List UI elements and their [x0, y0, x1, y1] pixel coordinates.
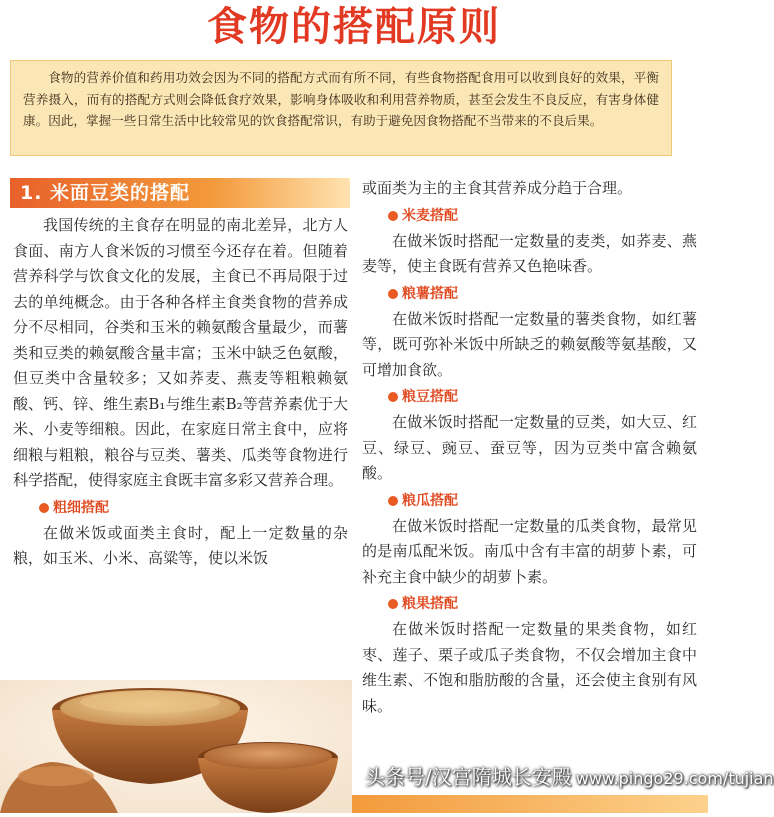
subheading-label: 粮薯搭配 [402, 285, 458, 302]
subheading-coarse-fine [13, 496, 348, 520]
body-paragraph: 在做米饭时搭配一定数量的豆类，如大豆、红豆、绿豆、豌豆、蚕豆等，因为豆类中富含赖氨酸。 [362, 413, 697, 482]
body-paragraph-continued: 或面类为主的主食其营养成分趋于合理。 [362, 179, 633, 197]
grain-bowls-illustration [0, 680, 352, 813]
subheading-grain-melon [362, 489, 697, 513]
subheading-label: 粮果搭配 [402, 596, 458, 612]
subheading-label: 粮瓜搭配 [402, 492, 458, 509]
subheading-rice-wheat [362, 204, 697, 228]
watermark [365, 764, 774, 792]
bullet-dot-icon [388, 392, 398, 402]
page-title: 食物的搭配原则 [207, 4, 501, 50]
body-paragraph: 在做米饭时搭配一定数量的果类食物，如红枣、莲子、栗子或瓜子类食物，不仅会增加主食中维生素、不饱和脂肪酸的含量，还会使主食别有风味。 [362, 620, 697, 715]
watermark-text: 头条号/汉宫隋城长安殿 [365, 765, 572, 789]
bullet-dot-icon [388, 496, 398, 506]
section-title: 1. 米面豆类的搭配 [10, 178, 350, 208]
intro-box: 食物的营养价值和药用功效会因为不同的搭配方式而有所不同，有些食物搭配食用可以收到良好的效果，平衡营养摄入，而有的搭配方式则会降低食疗效果，影响身体吸收和利用营养物质，甚至会发生不良反应，有害身体健康。因此，掌握一些日常生活中比较常见的饮食搭配常识，有助于避免因食物搭配不当带来的不良后果。 [10, 60, 672, 156]
bullet-dot-icon [388, 211, 398, 221]
bottom-color-strip [352, 795, 708, 813]
grain-bowls-photo [0, 680, 352, 813]
bullet-dot-icon [388, 599, 398, 609]
subheading-grain-bean [362, 385, 697, 409]
body-paragraph: 在做米饭时搭配一定数量的麦类，如荞麦、燕麦等，使主食既有营养又色艳味香。 [362, 231, 697, 275]
left-column [13, 213, 348, 572]
body-paragraph: 我国传统的主食存在明显的南北差异，北方人食面、南方人食米饭的习惯至今还存在着。但随着营养科学与饮食文化的发展，主食已不再局限于过去的单纯概念。由于各种各样主食类食物的营养成分不尽相同，谷类和玉米的赖氨酸含量最少，而薯类和豆类的赖氨酸含量丰富；玉米中缺乏色氨酸，但豆类中含量较多；又如荞麦、燕麦等粗粮赖氨酸、钙、锌、维生素B₁与维生素B₂等营养素优于大米、小麦等细粮。因此，在家庭日常主食中，应将细粮与粗粮，粮谷与豆类、薯类、瓜类等食物进行科学搭配，使得家庭主食既丰富多彩又营养合理。 [13, 216, 348, 489]
subheading-label: 粮豆搭配 [402, 389, 458, 405]
subheading-grain-tuber [362, 282, 697, 306]
bullet-dot-icon [388, 289, 398, 299]
subheading-grain-fruit [362, 592, 697, 616]
bullet-dot-icon [39, 503, 49, 513]
right-column [362, 176, 697, 719]
subheading-label: 粗细搭配 [53, 499, 109, 516]
body-paragraph: 在做米饭或面类主食时，配上一定数量的杂粮，如玉米、小米、高粱等，使以米饭 [13, 523, 348, 567]
watermark-url: www.pingo29.com/tujian [575, 769, 774, 788]
body-paragraph: 在做米饭时搭配一定数量的瓜类食物，最常见的是南瓜配米饭。南瓜中含有丰富的胡萝卜素，可补充主食中缺少的胡萝卜素。 [362, 516, 697, 586]
body-paragraph: 在做米饭时搭配一定数量的薯类食物，如红薯等，既可弥补米饭中所缺乏的赖氨酸等氨基酸，又可增加食欲。 [362, 309, 697, 379]
subheading-label: 米麦搭配 [402, 207, 458, 224]
